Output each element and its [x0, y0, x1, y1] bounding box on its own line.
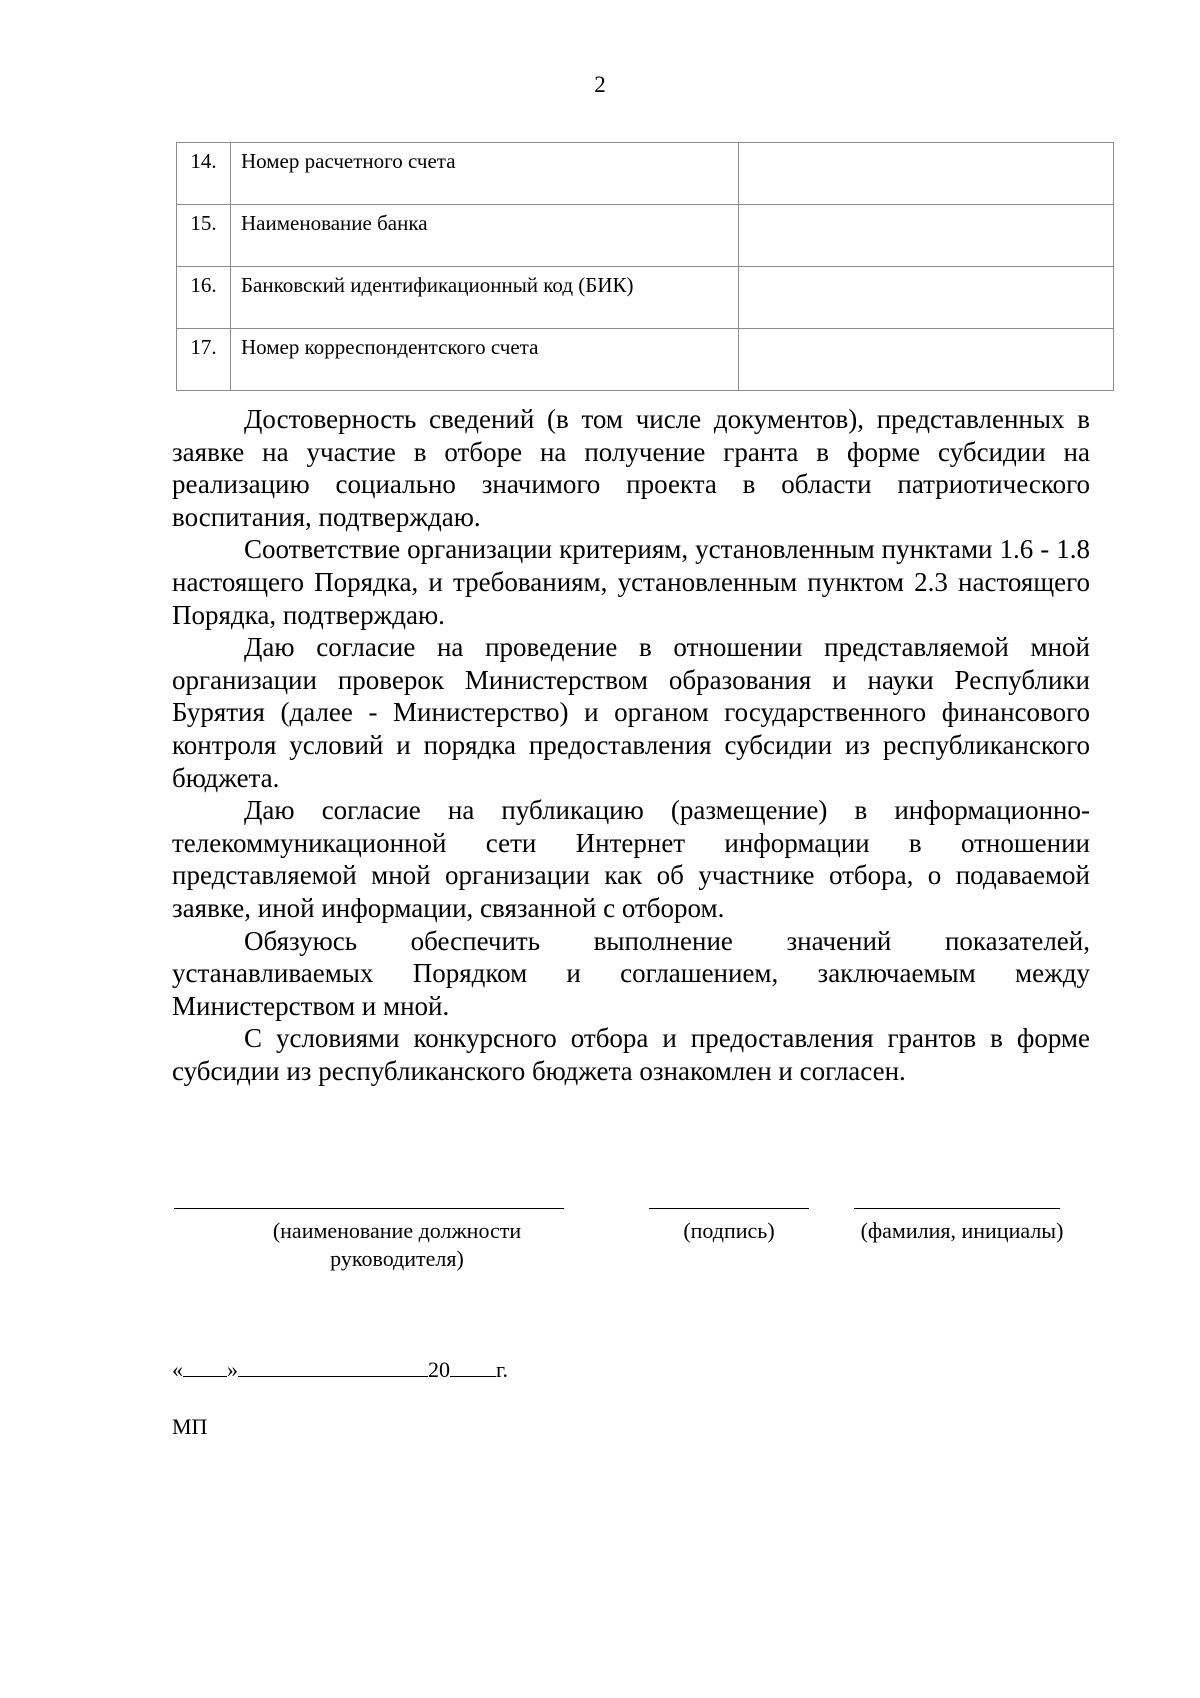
- name-signature-line[interactable]: [854, 1208, 1060, 1209]
- row-number: 17.: [177, 329, 231, 391]
- date-open-quote: «: [172, 1357, 183, 1382]
- row-value-cell[interactable]: [739, 205, 1114, 267]
- position-signature-line[interactable]: [174, 1208, 564, 1209]
- row-value-cell[interactable]: [739, 329, 1114, 391]
- declaration-text: [172, 403, 1090, 1087]
- year-blank[interactable]: [450, 1356, 496, 1377]
- stamp-label: МП: [172, 1414, 208, 1439]
- name-caption: (фамилия, инициалы): [860, 1218, 1064, 1243]
- row-label: Номер корреспондентского счета: [231, 329, 739, 391]
- year-prefix: 20: [428, 1357, 450, 1382]
- row-value-cell[interactable]: [739, 267, 1114, 329]
- row-number: 14.: [177, 143, 231, 205]
- paragraph-accuracy: Достоверность сведений (в том числе документов), представленных в заявке на участие в отборе на получение гранта в форме субсидии на реализацию социально значимого проекта в области патриотического воспитания, подтверждаю.: [172, 404, 1090, 532]
- page-number: 2: [594, 72, 606, 97]
- paragraph-publication-consent: Даю согласие на публикацию (размещение) в информационно-телекоммуникационной сети Интернет информации в отношении представляемой мной организации как об участнике отбора, о подаваемой заявке, иной информации, связанной с отбором.: [172, 795, 1090, 923]
- date-line: [172, 1356, 508, 1383]
- paragraph-obligation: Обязуюсь обеспечить выполнение значений показателей, устанавливаемых Порядком и соглашением, заключаемым между Министерством и мной.: [172, 925, 1090, 1021]
- date-close-quote: »: [227, 1357, 238, 1382]
- row-value-cell[interactable]: [739, 143, 1114, 205]
- row-label: Наименование банка: [231, 205, 739, 267]
- table-row: [177, 267, 1114, 329]
- table-row: [177, 329, 1114, 391]
- year-suffix: г.: [496, 1357, 509, 1382]
- signature-line[interactable]: [649, 1208, 809, 1209]
- row-label: Номер расчетного счета: [231, 143, 739, 205]
- row-number: 16.: [177, 267, 231, 329]
- row-number: 15.: [177, 205, 231, 267]
- paragraph-inspection-consent: Даю согласие на проведение в отношении представляемой мной организации проверок Министерством образования и науки Республики Бурятия (далее - Министерство) и органом государственного финансового контроля условий и порядка предоставления субсидии из республиканского бюджета.: [172, 632, 1090, 793]
- table-row: [177, 205, 1114, 267]
- requisites-table: [176, 142, 1114, 391]
- paragraph-criteria: Соответствие организации критериям, установленным пунктами 1.6 - 1.8 настоящего Порядка, и требованиям, установленным пунктом 2.3 настоящего Порядка, подтверждаю.: [172, 534, 1090, 630]
- day-blank[interactable]: [183, 1356, 227, 1377]
- paragraph-acknowledgement: С условиями конкурсного отбора и предоставления грантов в форме субсидии из республиканского бюджета ознакомлен и согласен.: [172, 1023, 1090, 1086]
- table-row: [177, 143, 1114, 205]
- signature-caption: (подпись): [683, 1218, 775, 1243]
- position-caption: (наименование должности руководителя): [272, 1218, 522, 1271]
- month-blank[interactable]: [238, 1356, 428, 1377]
- row-label: Банковский идентификационный код (БИК): [231, 267, 739, 329]
